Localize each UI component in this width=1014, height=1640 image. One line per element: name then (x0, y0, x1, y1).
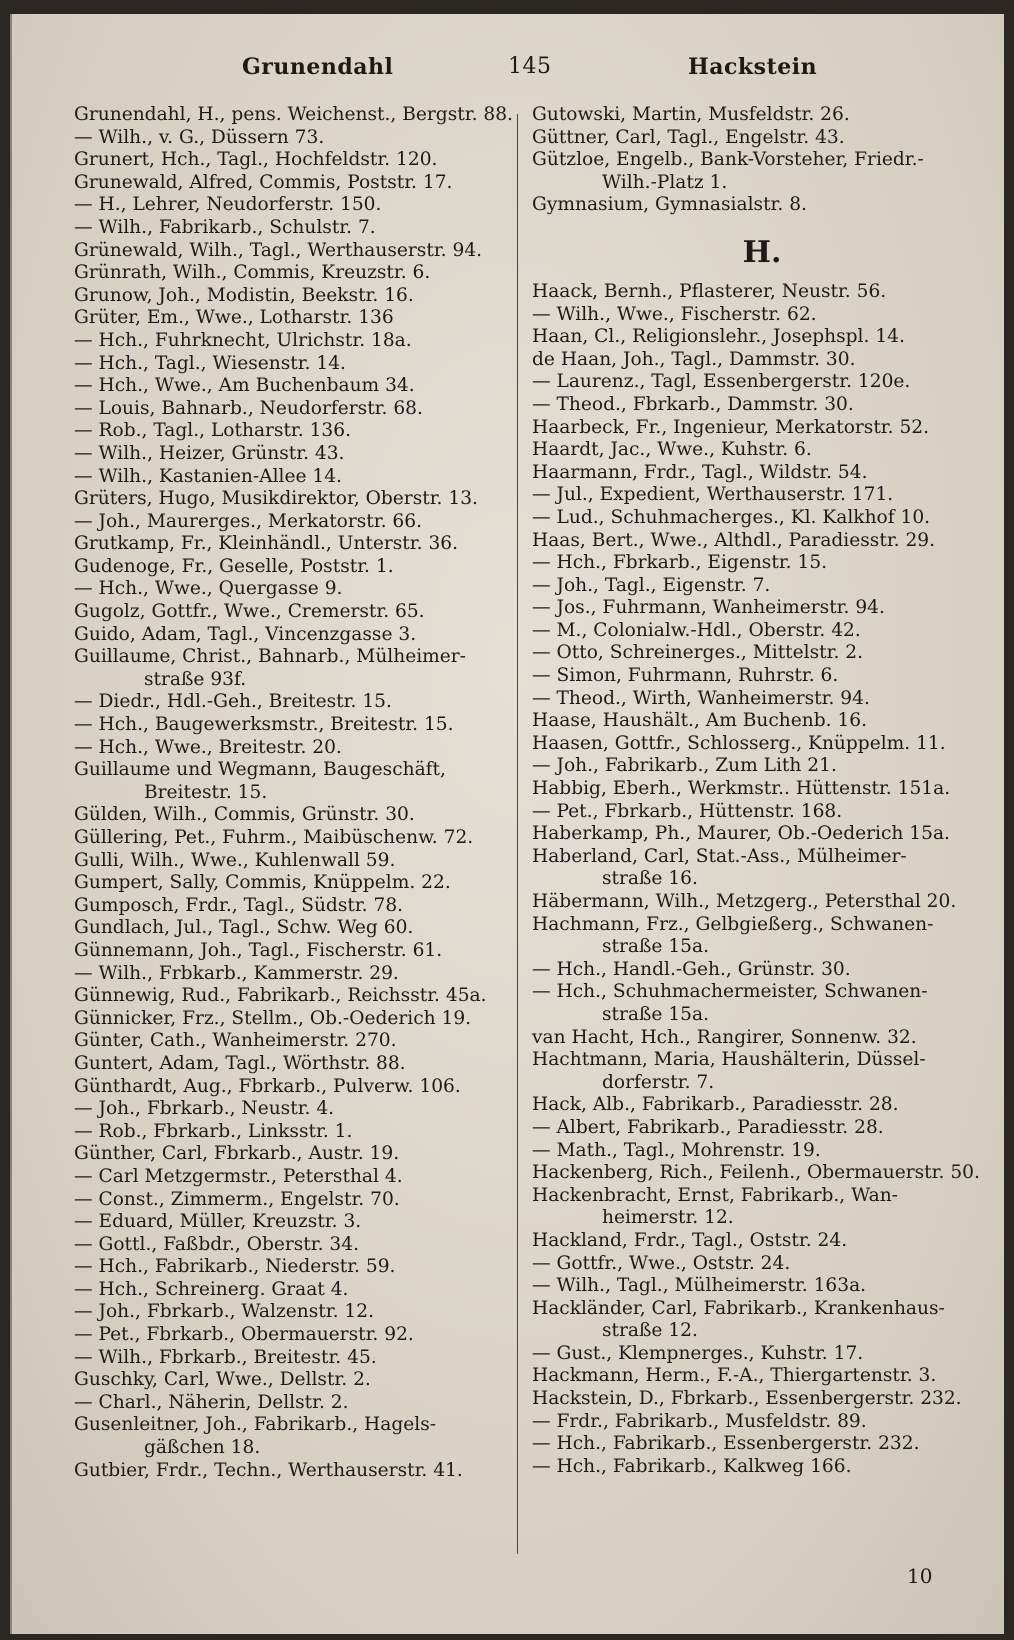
directory-entry: — Lud., Schuhmacherges., Kl. Kalkhof 10. (532, 506, 931, 528)
directory-entry: — Gottl., Faßbdr., Oberstr. 34. (74, 1233, 359, 1255)
directory-entry: Grüters, Hugo, Musikdirektor, Oberstr. 13. (74, 488, 478, 510)
directory-entry: Haberland, Carl, Stat.-Ass., Mülheimer- (532, 845, 907, 867)
directory-entry: straße 12. (602, 1320, 698, 1342)
right-column (532, 104, 992, 1478)
directory-entry: Günther, Carl, Fbrkarb., Austr. 19. (74, 1143, 400, 1165)
directory-entry: — Wilh., Frbkarb., Kammerstr. 29. (74, 962, 399, 984)
directory-entry: Günnemann, Joh., Tagl., Fischerstr. 61. (74, 939, 443, 961)
directory-entry: Grünrath, Wilh., Commis, Kreuzstr. 6. (74, 262, 431, 284)
directory-entry: — Joh., Maurerges., Merkatorstr. 66. (74, 510, 423, 532)
directory-entry: — Wilh., v. G., Düssern 73. (74, 126, 325, 148)
directory-entry: Günnewig, Rud., Fabrikarb., Reichsstr. 45a. (74, 985, 487, 1007)
directory-entry: — Jul., Expedient, Werthauserstr. 171. (532, 484, 894, 506)
directory-entry: — Hch., Wwe., Breitestr. 20. (74, 736, 342, 758)
directory-entry: Häbermann, Wilh., Metzgerg., Petersthal 20. (532, 891, 957, 912)
directory-entry: — Hch., Fuhrknecht, Ulrichstr. 18a. (74, 329, 412, 351)
directory-entry: — Wilh., Kastanien-Allee 14. (74, 465, 342, 487)
directory-entry: Haas, Bert., Wwe., Althdl., Paradiesstr. 29. (532, 529, 936, 551)
directory-entry: — Const., Zimmerm., Engelstr. 70. (74, 1188, 400, 1210)
directory-entry: Gusenleitner, Joh., Fabrikarb., Hagels- (74, 1414, 437, 1436)
directory-entry: — Wilh., Fbrkarb., Breitestr. 45. (74, 1346, 377, 1368)
directory-entry: Hackenbracht, Ernst, Fabrikarb., Wan- (532, 1184, 898, 1206)
directory-entry: — Hch., Fabrikarb., Niederstr. 59. (74, 1256, 396, 1278)
directory-entry: Grunewald, Alfred, Commis, Poststr. 17. (74, 171, 453, 193)
directory-entry: heimerstr. 12. (602, 1207, 734, 1229)
directory-entry: — Joh., Fabrikarb., Zum Lith 21. (532, 755, 837, 777)
directory-entry: Guillaume, Christ., Bahnarb., Mülheimer- (74, 646, 466, 668)
directory-entry: Guillaume und Wegmann, Baugeschäft, (74, 759, 446, 781)
directory-entry: — Charl., Näherin, Dellstr. 2. (74, 1391, 349, 1413)
directory-entry: — Wilh., Tagl., Mülheimerstr. 163a. (532, 1275, 867, 1297)
directory-entry: straße 15a. (602, 1003, 709, 1025)
directory-entry: — Simon, Fuhrmann, Ruhrstr. 6. (532, 665, 839, 687)
directory-entry: Grunendahl, H., pens. Weichenst., Bergstr. 88. (74, 104, 513, 125)
directory-entry: — Eduard, Müller, Kreuzstr. 3. (74, 1211, 362, 1233)
directory-entry: Gutowski, Martin, Musfeldstr. 26. (532, 104, 850, 125)
directory-entry: Haasen, Gottfr., Schlosserg., Knüppelm. 11. (532, 732, 946, 754)
directory-entry: dorferstr. 7. (602, 1071, 715, 1093)
directory-entry: Haardt, Jac., Wwe., Kuhstr. 6. (532, 439, 812, 461)
directory-entry: — Theod., Fbrkarb., Dammstr. 30. (532, 393, 854, 415)
directory-entry: Wilh.-Platz 1. (602, 171, 728, 193)
directory-entry: — Carl Metzgermstr., Petersthal 4. (74, 1165, 403, 1187)
directory-entry: Hackmann, Herm., F.-A., Thiergartenstr. 3. (532, 1365, 937, 1387)
directory-entry: — Joh., Fbrkarb., Neustr. 4. (74, 1098, 335, 1120)
directory-entry: — Otto, Schreinerges., Mittelstr. 2. (532, 642, 864, 664)
directory-entry: straße 15a. (602, 936, 709, 958)
directory-entry: Günter, Cath., Wanheimerstr. 270. (74, 1030, 397, 1052)
directory-entry: Haarbeck, Fr., Ingenieur, Merkatorstr. 52. (532, 416, 930, 438)
directory-entry: Hachmann, Frz., Gelbgießerg., Schwanen- (532, 913, 934, 935)
directory-entry: — Hch., Tagl., Wiesenstr. 14. (74, 352, 346, 374)
directory-entry: — Pet., Fbrkarb., Obermauerstr. 92. (74, 1324, 414, 1346)
directory-entry: — Theod., Wirth, Wanheimerstr. 94. (532, 687, 870, 709)
directory-entry: de Haan, Joh., Tagl., Dammstr. 30. (532, 348, 856, 370)
directory-entry: — Louis, Bahnarb., Neudorferstr. 68. (74, 397, 423, 419)
directory-entry: Hack, Alb., Fabrikarb., Paradiesstr. 28. (532, 1094, 899, 1116)
directory-entry: Grüter, Em., Wwe., Lotharstr. 136 (74, 307, 394, 329)
directory-entry: Haack, Bernh., Pflasterer, Neustr. 56. (532, 280, 887, 302)
directory-entry: — Rob., Tagl., Lotharstr. 136. (74, 420, 351, 442)
directory-entry: — Hch., Wwe., Am Buchenbaum 34. (74, 375, 415, 397)
header-left-keyword: Grunendahl (242, 54, 394, 80)
directory-entry: — Hch., Fabrikarb., Kalkweg 166. (532, 1455, 852, 1477)
directory-entry: Haan, Cl., Religionslehr., Josephspl. 14. (532, 326, 905, 348)
directory-entry: Gundlach, Jul., Tagl., Schw. Weg 60. (74, 917, 414, 939)
directory-entry: — M., Colonialw.-Hdl., Oberstr. 42. (532, 619, 861, 641)
directory-entry: — Hch., Handl.-Geh., Grünstr. 30. (532, 958, 851, 980)
directory-entry: — Hch., Schuhmachermeister, Schwanen- (532, 981, 928, 1003)
header-right-keyword: Hackstein (688, 54, 818, 80)
column-divider (517, 114, 518, 1554)
directory-entry: Hachtmann, Maria, Haushälterin, Düssel- (532, 1049, 926, 1071)
directory-entry: Grunow, Joh., Modistin, Beekstr. 16. (74, 284, 414, 306)
directory-entry: Gudenoge, Fr., Geselle, Poststr. 1. (74, 555, 394, 577)
directory-entry: — Rob., Fbrkarb., Linksstr. 1. (74, 1120, 353, 1142)
directory-entry: — Joh., Fbrkarb., Walzenstr. 12. (74, 1301, 374, 1323)
directory-entry: Guntert, Adam, Tagl., Wörthstr. 88. (74, 1052, 406, 1074)
directory-entry: — Hch., Fabrikarb., Essenbergerstr. 232. (532, 1433, 920, 1455)
directory-entry: Gumposch, Frdr., Tagl., Südstr. 78. (74, 894, 404, 916)
right-column-bottom (532, 281, 992, 1478)
directory-entry: Hackenberg, Rich., Feilenh., Obermauerstr. 50. (532, 1162, 980, 1184)
directory-entry: Haberkamp, Ph., Maurer, Ob.-Oederich 15a. (532, 823, 950, 845)
directory-entry: — Wilh., Wwe., Fischerstr. 62. (532, 303, 817, 325)
directory-entry: Gulli, Wilh., Wwe., Kuhlenwall 59. (74, 849, 396, 871)
directory-entry: Güllering, Pet., Fuhrm., Maibüschenw. 72. (74, 827, 474, 848)
directory-entry: Gymnasium, Gymnasialstr. 8. (532, 194, 807, 216)
directory-entry: Hackstein, D., Fbrkarb., Essenbergerstr. 232. (532, 1388, 962, 1410)
directory-entry: — Wilh., Heizer, Grünstr. 43. (74, 442, 345, 464)
directory-entry: Grutkamp, Fr., Kleinhändl., Unterstr. 36. (74, 533, 459, 555)
directory-entry: Haase, Haushält., Am Buchenb. 16. (532, 710, 868, 732)
directory-entry: Gützloe, Engelb., Bank-Vorsteher, Friedr.- (532, 149, 924, 171)
directory-entry: — Joh., Tagl., Eigenstr. 7. (532, 574, 771, 596)
directory-page (10, 14, 1004, 1634)
directory-entry: Guido, Adam, Tagl., Vincenzgasse 3. (74, 623, 417, 645)
directory-entry: Günthardt, Aug., Fbrkarb., Pulverw. 106. (74, 1075, 461, 1097)
directory-entry: — Gust., Klempnerges., Kuhstr. 17. (532, 1342, 864, 1364)
directory-entry: — Hch., Schreinerg. Graat 4. (74, 1278, 349, 1300)
directory-entry: — Albert, Fabrikarb., Paradiesstr. 28. (532, 1116, 884, 1138)
directory-entry: Breitestr. 15. (144, 781, 268, 803)
section-letter-h: H. (742, 234, 782, 270)
page-header (12, 54, 1004, 94)
directory-entry: Hackländer, Carl, Fabrikarb., Krankenhaus- (532, 1297, 945, 1319)
directory-entry: — Frdr., Fabrikarb., Musfeldstr. 89. (532, 1410, 867, 1432)
directory-entry: — Hch., Baugewerksmstr., Breitestr. 15. (74, 714, 454, 736)
directory-entry: straße 16. (602, 868, 698, 890)
directory-entry: — Diedr., Hdl.-Geh., Breitestr. 15. (74, 691, 392, 713)
left-column (74, 104, 513, 1482)
right-column-top (532, 104, 992, 217)
footer-signature-mark: 10 (907, 1564, 933, 1588)
directory-entry: — Gottfr., Wwe., Oststr. 24. (532, 1252, 791, 1274)
directory-entry: — H., Lehrer, Neudorferstr. 150. (74, 194, 382, 216)
directory-entry: Gutbier, Frdr., Techn., Werthauserstr. 41. (74, 1459, 463, 1481)
directory-entry: Gugolz, Gottfr., Wwe., Cremerstr. 65. (74, 601, 425, 623)
directory-entry: Grünewald, Wilh., Tagl., Werthauserstr. 94. (74, 239, 483, 261)
directory-entry: Güttner, Carl, Tagl., Engelstr. 43. (532, 126, 845, 148)
directory-entry: Habbig, Eberh., Werkmstr.. Hüttenstr. 151a. (532, 778, 951, 800)
directory-entry: straße 93f. (144, 668, 247, 690)
directory-entry: — Laurenz., Tagl, Essenbergerstr. 120e. (532, 371, 911, 393)
directory-entry: Hackland, Frdr., Tagl., Oststr. 24. (532, 1229, 848, 1251)
directory-entry: Gumpert, Sally, Commis, Knüppelm. 22. (74, 872, 451, 894)
directory-entry: — Pet., Fbrkarb., Hüttenstr. 168. (532, 800, 843, 822)
directory-entry: — Jos., Fuhrmann, Wanheimerstr. 94. (532, 597, 885, 619)
directory-entry: Grunert, Hch., Tagl., Hochfeldstr. 120. (74, 149, 438, 171)
directory-entry: — Wilh., Fabrikarb., Schulstr. 7. (74, 216, 376, 238)
directory-entry: — Hch., Fbrkarb., Eigenstr. 15. (532, 552, 828, 574)
directory-entry: gäßchen 18. (144, 1437, 261, 1459)
directory-entry: — Math., Tagl., Mohrenstr. 19. (532, 1139, 821, 1161)
directory-entry: Gülden, Wilh., Commis, Grünstr. 30. (74, 804, 415, 826)
page-number: 145 (508, 54, 552, 79)
directory-entry: Günnicker, Frz., Stellm., Ob.-Oederich 19. (74, 1007, 472, 1029)
directory-entry: — Hch., Wwe., Quergasse 9. (74, 578, 343, 600)
directory-entry: van Hacht, Hch., Rangirer, Sonnenw. 32. (532, 1026, 917, 1048)
directory-entry: Guschky, Carl, Wwe., Dellstr. 2. (74, 1369, 371, 1391)
directory-entry: Haarmann, Frdr., Tagl., Wildstr. 54. (532, 461, 868, 483)
